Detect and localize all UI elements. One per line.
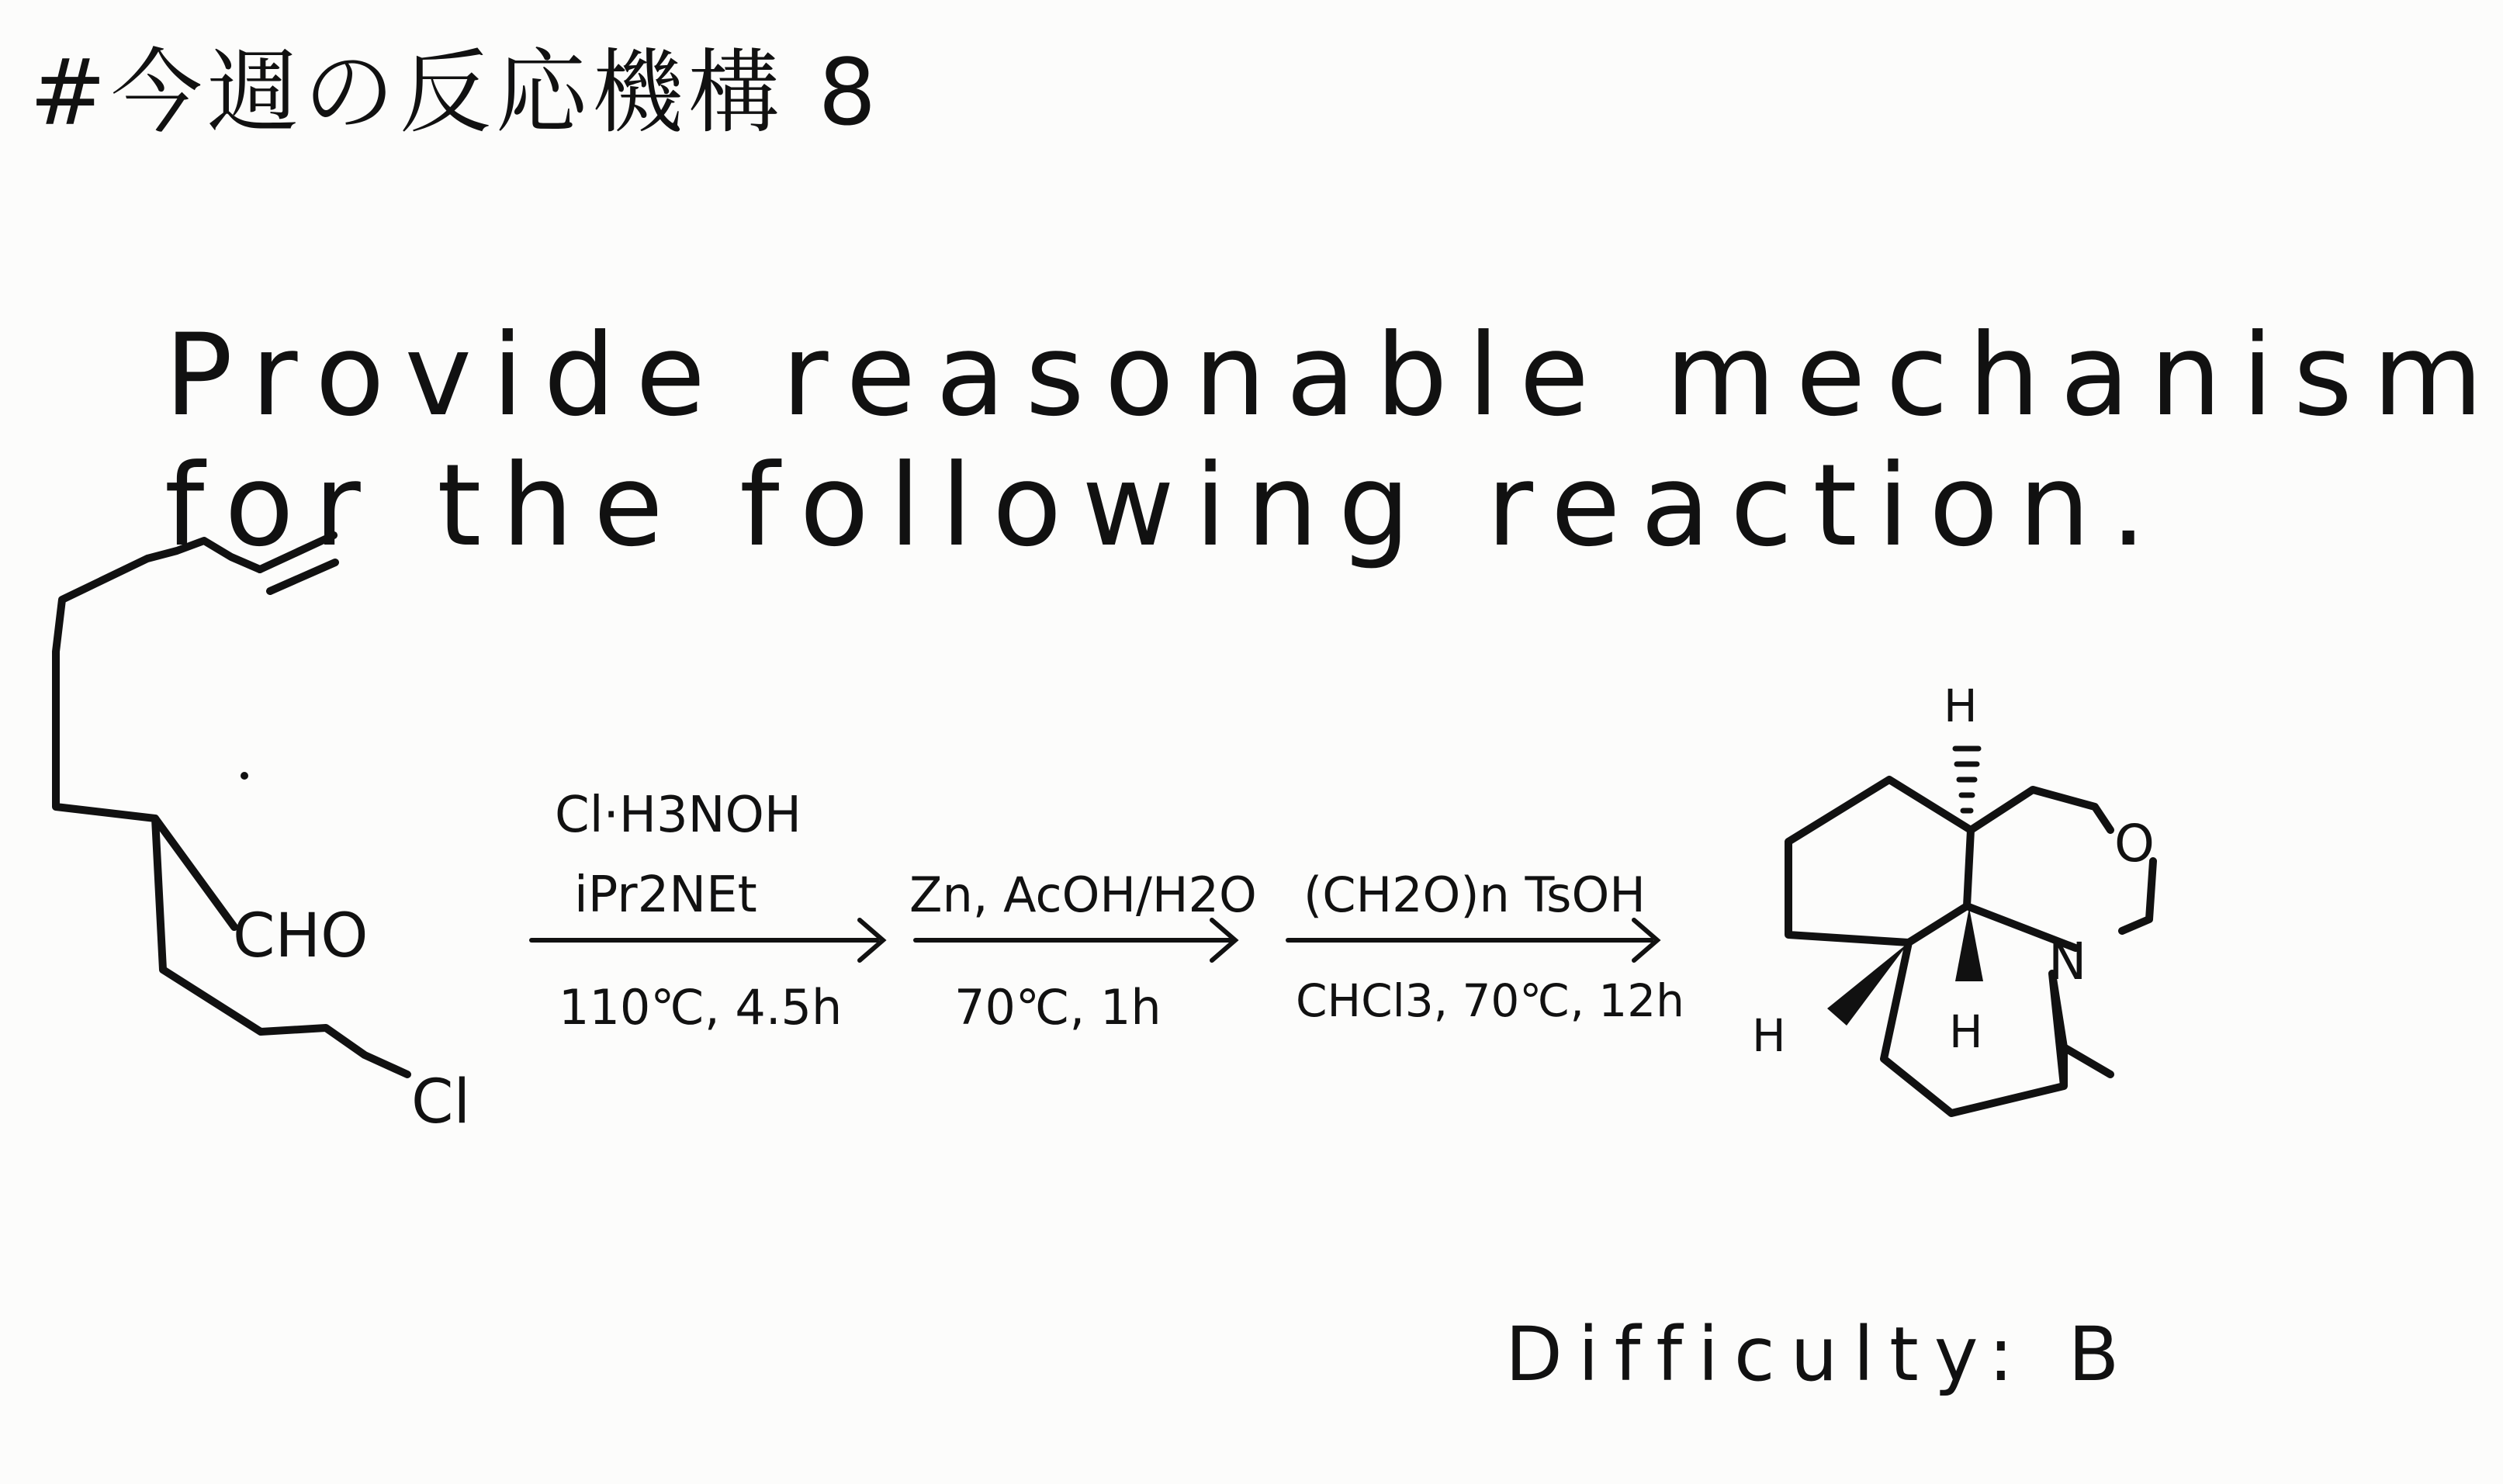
reaction-step-1 [531, 787, 883, 1036]
step-1-reagent-2: iPr2NEt [574, 867, 757, 924]
product-nitrogen: N [2048, 932, 2087, 991]
solid-wedge-bond-right [1955, 908, 1983, 981]
step-2-reagent-1: Zn, AcOH/H2O [909, 867, 1257, 923]
reaction-step-3 [1288, 867, 1684, 1027]
product-left-h: H [1752, 1009, 1786, 1062]
step-1-conditions: 110℃, 4.5h [559, 979, 843, 1036]
prompt-line-1: Provide reasonable mechanism [164, 310, 2503, 441]
difficulty-label: Difficulty: B [1505, 1311, 2135, 1398]
cho-branch-bond [155, 818, 234, 927]
hashed-wedge-bond [1955, 749, 1979, 811]
chain-bonds [56, 541, 407, 1074]
product-oxygen: O [2114, 814, 2155, 873]
starting-material [56, 535, 470, 1137]
step-2-conditions: 70℃, 1h [954, 979, 1161, 1036]
terminal-alkene-bonds [260, 535, 335, 591]
cho-label: CHO [233, 901, 369, 971]
reaction-step-2 [909, 867, 1257, 1036]
step-1-reagent-1: Cl·H3NOH [555, 787, 802, 844]
product-bottom-h: H [1949, 1005, 1983, 1058]
step-3-reagent-1: (CH2O)n TsOH [1303, 867, 1646, 923]
prompt-line-2: for the following reaction. [164, 440, 2167, 572]
product-structure [1752, 680, 2155, 1113]
step-3-conditions: CHCl3, 70℃, 12h [1296, 974, 1684, 1027]
page-header-tag: #今週の反応機構 8 [29, 39, 881, 146]
product-top-h: H [1944, 680, 1978, 732]
chloride-label: Cl [411, 1067, 471, 1137]
